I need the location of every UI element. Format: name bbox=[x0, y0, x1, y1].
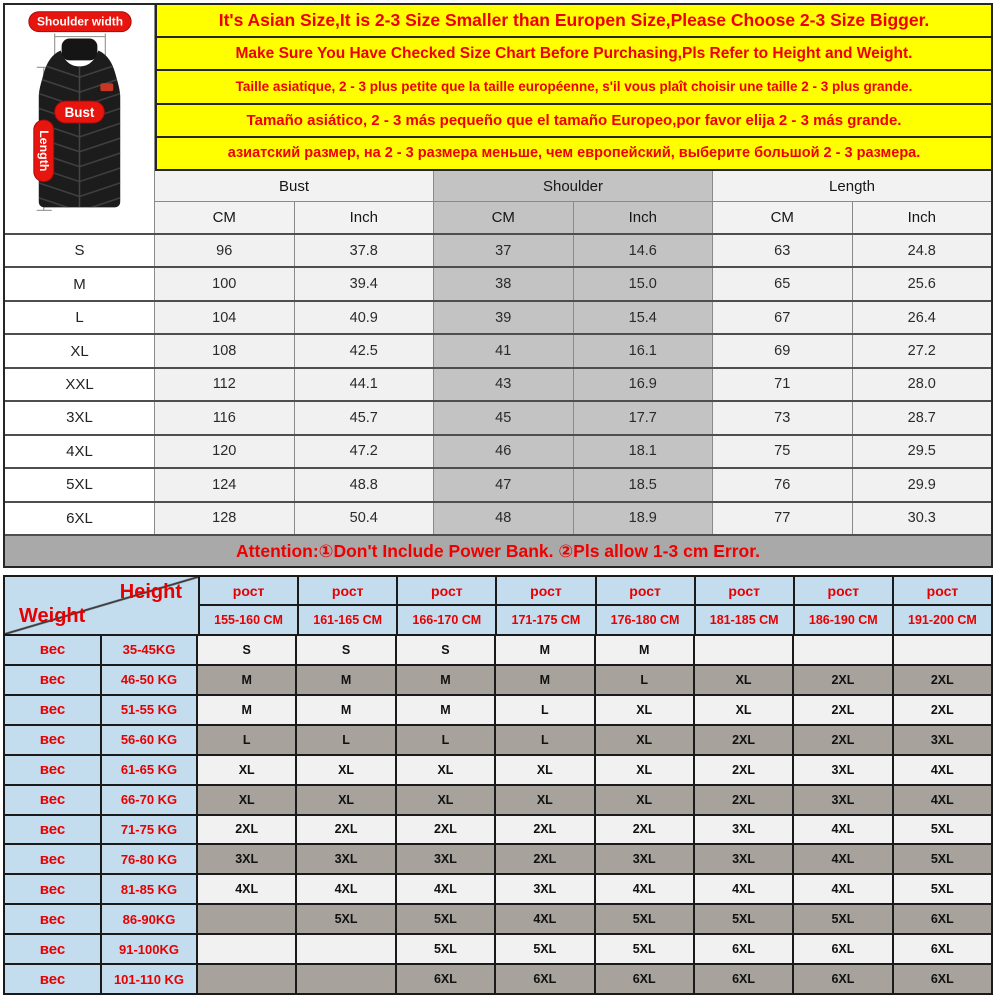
height-range: 155-160 CM bbox=[200, 606, 297, 634]
weight-range: 71-75 KG bbox=[102, 816, 198, 844]
size-cell: 43 bbox=[434, 369, 574, 400]
fit-cell: 5XL bbox=[695, 905, 794, 933]
height-range: 176-180 CM bbox=[597, 606, 694, 634]
fit-cell: S bbox=[297, 636, 396, 664]
fit-cell: L bbox=[297, 726, 396, 754]
size-cell: 30.3 bbox=[853, 503, 992, 534]
bust-text: Bust bbox=[64, 105, 95, 121]
unit-header: CM bbox=[713, 202, 853, 233]
fit-cell: 2XL bbox=[496, 845, 595, 873]
fit-row bbox=[5, 903, 991, 933]
size-label: L bbox=[5, 302, 155, 333]
fit-cell: 4XL bbox=[695, 875, 794, 903]
size-cell: 112 bbox=[155, 369, 295, 400]
column-group-header-row bbox=[155, 171, 991, 202]
size-cell: 15.4 bbox=[574, 302, 714, 333]
size-cell: 48 bbox=[434, 503, 574, 534]
fit-cell: 2XL bbox=[794, 696, 893, 724]
height-header-ru: рост bbox=[795, 577, 892, 606]
size-table-body bbox=[5, 233, 991, 534]
weight-header-ru: вес bbox=[5, 875, 102, 903]
fit-cell: XL bbox=[397, 756, 496, 784]
height-column bbox=[398, 577, 497, 634]
size-cell: 50.4 bbox=[295, 503, 435, 534]
height-header-ru: рост bbox=[597, 577, 694, 606]
fit-cell: 3XL bbox=[894, 726, 991, 754]
height-weight-table-block bbox=[3, 575, 993, 995]
size-label: 3XL bbox=[5, 402, 155, 433]
size-cell: 63 bbox=[713, 235, 853, 266]
size-row-s bbox=[5, 233, 991, 266]
size-cell: 45.7 bbox=[295, 402, 435, 433]
size-cell: 128 bbox=[155, 503, 295, 534]
unit-header: Inch bbox=[295, 202, 435, 233]
size-cell: 18.1 bbox=[574, 436, 714, 467]
fit-cell: 6XL bbox=[894, 935, 991, 963]
fit-cell: 2XL bbox=[198, 816, 297, 844]
fit-cell: 4XL bbox=[496, 905, 595, 933]
fit-row bbox=[5, 754, 991, 784]
fit-cell: 4XL bbox=[794, 816, 893, 844]
size-cell: 41 bbox=[434, 335, 574, 366]
size-row-xl bbox=[5, 333, 991, 366]
length-badge bbox=[34, 120, 54, 182]
fit-cell bbox=[894, 636, 991, 664]
fit-cell: 5XL bbox=[596, 905, 695, 933]
height-column bbox=[894, 577, 991, 634]
size-cell: 69 bbox=[713, 335, 853, 366]
size-cell: 16.9 bbox=[574, 369, 714, 400]
size-row-xxl bbox=[5, 367, 991, 400]
weight-header-ru: вес bbox=[5, 935, 102, 963]
size-row-5xl bbox=[5, 467, 991, 500]
fit-cell: 5XL bbox=[596, 935, 695, 963]
fit-cell: XL bbox=[695, 696, 794, 724]
size-chart-top bbox=[5, 5, 991, 233]
notice-banner-es: Tamaño asiático, 2 - 3 más pequeño que el tamaño Europeo,por favor elija 2 - 3 más grande. bbox=[157, 105, 991, 138]
size-cell: 38 bbox=[434, 268, 574, 299]
size-cell: 116 bbox=[155, 402, 295, 433]
weight-header-ru: вес bbox=[5, 905, 102, 933]
fit-cell: 6XL bbox=[596, 965, 695, 993]
fit-table-header bbox=[5, 577, 991, 634]
vest-collar bbox=[62, 39, 98, 61]
fit-cell: L bbox=[496, 696, 595, 724]
size-cell: 27.2 bbox=[853, 335, 992, 366]
col-group-shoulder: Shoulder bbox=[434, 171, 713, 202]
height-axis-label: Height bbox=[119, 581, 182, 603]
notice-banner-ru: азиатский размер, на 2 - 3 размера меньше, чем европейский, выберите большой 2 - 3 размера. bbox=[157, 138, 991, 171]
fit-cell: M bbox=[297, 666, 396, 694]
weight-range: 66-70 KG bbox=[102, 786, 198, 814]
height-range: 171-175 CM bbox=[497, 606, 594, 634]
size-cell: 77 bbox=[713, 503, 853, 534]
fit-row bbox=[5, 814, 991, 844]
fit-cell: XL bbox=[596, 696, 695, 724]
fit-cell: XL bbox=[297, 786, 396, 814]
fit-cell: 3XL bbox=[397, 845, 496, 873]
size-cell: 29.9 bbox=[853, 469, 992, 500]
fit-row bbox=[5, 873, 991, 903]
shoulder-width-text: Shoulder width bbox=[37, 14, 123, 29]
height-header-ru: рост bbox=[894, 577, 991, 606]
height-range: 186-190 CM bbox=[795, 606, 892, 634]
size-row-4xl bbox=[5, 434, 991, 467]
fit-cell: 4XL bbox=[894, 756, 991, 784]
fit-cell: XL bbox=[496, 756, 595, 784]
fit-cell: 4XL bbox=[297, 875, 396, 903]
notice-banner-en-2: Make Sure You Have Checked Size Chart Before Purchasing,Pls Refer to Height and Weight. bbox=[157, 38, 991, 71]
fit-cell: 2XL bbox=[894, 666, 991, 694]
fit-cell: XL bbox=[397, 786, 496, 814]
height-header-ru: рост bbox=[200, 577, 297, 606]
height-column bbox=[299, 577, 398, 634]
weight-header-ru: вес bbox=[5, 816, 102, 844]
fit-cell: L bbox=[596, 666, 695, 694]
fit-cell bbox=[794, 636, 893, 664]
weight-header-ru: вес bbox=[5, 965, 102, 993]
fit-cell: M bbox=[596, 636, 695, 664]
fit-cell bbox=[198, 905, 297, 933]
height-weight-corner bbox=[5, 577, 200, 634]
fit-cell: 6XL bbox=[695, 935, 794, 963]
fit-cell: XL bbox=[596, 756, 695, 784]
fit-cell: 5XL bbox=[894, 875, 991, 903]
size-cell: 100 bbox=[155, 268, 295, 299]
fit-cell bbox=[297, 965, 396, 993]
fit-cell: 6XL bbox=[794, 935, 893, 963]
shoulder-width-badge bbox=[29, 12, 131, 32]
height-column bbox=[795, 577, 894, 634]
fit-cell: 2XL bbox=[397, 816, 496, 844]
weight-range: 81-85 KG bbox=[102, 875, 198, 903]
fit-cell: XL bbox=[198, 756, 297, 784]
height-range: 166-170 CM bbox=[398, 606, 495, 634]
notice-banner-fr: Taille asiatique, 2 - 3 plus petite que la taille européenne, s'il vous plaît choisir une taille 2 - 3 plus grande. bbox=[157, 71, 991, 104]
fit-cell: 5XL bbox=[297, 905, 396, 933]
fit-cell: 3XL bbox=[794, 756, 893, 784]
height-header-ru: рост bbox=[398, 577, 495, 606]
size-label: S bbox=[5, 235, 155, 266]
fit-row bbox=[5, 933, 991, 963]
fit-row bbox=[5, 843, 991, 873]
unit-header: CM bbox=[434, 202, 574, 233]
fit-cell bbox=[695, 636, 794, 664]
size-cell: 39 bbox=[434, 302, 574, 333]
size-cell: 47.2 bbox=[295, 436, 435, 467]
size-cell: 28.0 bbox=[853, 369, 992, 400]
fit-cell: 3XL bbox=[297, 845, 396, 873]
size-label: M bbox=[5, 268, 155, 299]
size-cell: 18.5 bbox=[574, 469, 714, 500]
fit-cell: 5XL bbox=[397, 935, 496, 963]
fit-cell: 6XL bbox=[894, 905, 991, 933]
size-cell: 108 bbox=[155, 335, 295, 366]
size-label: XL bbox=[5, 335, 155, 366]
size-cell: 124 bbox=[155, 469, 295, 500]
attention-note: Attention:①Don't Include Power Bank. ②Pls allow 1-3 cm Error. bbox=[5, 534, 991, 566]
fit-row bbox=[5, 634, 991, 664]
fit-cell bbox=[297, 935, 396, 963]
fit-cell: L bbox=[496, 726, 595, 754]
unit-header: Inch bbox=[574, 202, 714, 233]
size-row-m bbox=[5, 266, 991, 299]
size-row-6xl bbox=[5, 501, 991, 534]
product-image-cell bbox=[5, 5, 155, 233]
fit-row bbox=[5, 784, 991, 814]
fit-cell: 3XL bbox=[695, 816, 794, 844]
fit-cell: 2XL bbox=[794, 666, 893, 694]
fit-cell: 5XL bbox=[397, 905, 496, 933]
size-cell: 96 bbox=[155, 235, 295, 266]
size-cell: 40.9 bbox=[295, 302, 435, 333]
height-header-ru: рост bbox=[299, 577, 396, 606]
height-column bbox=[497, 577, 596, 634]
size-cell: 76 bbox=[713, 469, 853, 500]
size-cell: 65 bbox=[713, 268, 853, 299]
fit-cell bbox=[198, 935, 297, 963]
size-cell: 25.6 bbox=[853, 268, 992, 299]
fit-row bbox=[5, 664, 991, 694]
fit-cell: M bbox=[496, 666, 595, 694]
weight-header-ru: вес bbox=[5, 636, 102, 664]
fit-cell: XL bbox=[297, 756, 396, 784]
fit-cell: S bbox=[198, 636, 297, 664]
fit-cell: 2XL bbox=[695, 786, 794, 814]
size-label: 4XL bbox=[5, 436, 155, 467]
fit-cell: 3XL bbox=[198, 845, 297, 873]
fit-cell: 2XL bbox=[794, 726, 893, 754]
col-group-bust: Bust bbox=[155, 171, 434, 202]
weight-header-ru: вес bbox=[5, 666, 102, 694]
fit-cell: M bbox=[397, 696, 496, 724]
fit-cell: 3XL bbox=[596, 845, 695, 873]
size-cell: 16.1 bbox=[574, 335, 714, 366]
size-cell: 44.1 bbox=[295, 369, 435, 400]
fit-row bbox=[5, 694, 991, 724]
height-header-ru: рост bbox=[497, 577, 594, 606]
fit-cell: 6XL bbox=[397, 965, 496, 993]
height-range: 191-200 CM bbox=[894, 606, 991, 634]
fit-cell: 4XL bbox=[894, 786, 991, 814]
weight-header-ru: вес bbox=[5, 696, 102, 724]
fit-cell: 4XL bbox=[397, 875, 496, 903]
size-cell: 104 bbox=[155, 302, 295, 333]
weight-range: 76-80 KG bbox=[102, 845, 198, 873]
size-cell: 73 bbox=[713, 402, 853, 433]
size-cell: 75 bbox=[713, 436, 853, 467]
size-cell: 18.9 bbox=[574, 503, 714, 534]
vest-image bbox=[5, 5, 154, 233]
fit-cell: 2XL bbox=[596, 816, 695, 844]
fit-cell: 4XL bbox=[794, 875, 893, 903]
size-cell: 37 bbox=[434, 235, 574, 266]
fit-cell: XL bbox=[596, 726, 695, 754]
size-cell: 71 bbox=[713, 369, 853, 400]
weight-header-ru: вес bbox=[5, 726, 102, 754]
length-text: Length bbox=[36, 130, 51, 172]
size-label: 5XL bbox=[5, 469, 155, 500]
size-label: XXL bbox=[5, 369, 155, 400]
weight-range: 86-90KG bbox=[102, 905, 198, 933]
size-cell: 39.4 bbox=[295, 268, 435, 299]
size-chart-block bbox=[3, 3, 993, 568]
unit-header: CM bbox=[155, 202, 295, 233]
fit-table-body bbox=[5, 634, 991, 993]
fit-cell: 2XL bbox=[695, 756, 794, 784]
size-cell: 46 bbox=[434, 436, 574, 467]
fit-cell: 5XL bbox=[496, 935, 595, 963]
fit-cell bbox=[198, 965, 297, 993]
size-label: 6XL bbox=[5, 503, 155, 534]
fit-cell: XL bbox=[198, 786, 297, 814]
size-cell: 67 bbox=[713, 302, 853, 333]
weight-header-ru: вес bbox=[5, 845, 102, 873]
fit-cell: 3XL bbox=[794, 786, 893, 814]
height-column bbox=[200, 577, 299, 634]
fit-cell: 2XL bbox=[695, 726, 794, 754]
fit-cell: XL bbox=[695, 666, 794, 694]
size-cell: 48.8 bbox=[295, 469, 435, 500]
fit-cell: 2XL bbox=[297, 816, 396, 844]
fit-cell: M bbox=[496, 636, 595, 664]
fit-row bbox=[5, 724, 991, 754]
fit-cell: 6XL bbox=[794, 965, 893, 993]
size-cell: 14.6 bbox=[574, 235, 714, 266]
size-cell: 29.5 bbox=[853, 436, 992, 467]
fit-cell: 2XL bbox=[496, 816, 595, 844]
fit-cell: 4XL bbox=[794, 845, 893, 873]
weight-range: 35-45KG bbox=[102, 636, 198, 664]
weight-range: 51-55 KG bbox=[102, 696, 198, 724]
size-cell: 47 bbox=[434, 469, 574, 500]
height-range: 161-165 CM bbox=[299, 606, 396, 634]
unit-header-row bbox=[155, 202, 991, 233]
fit-cell: M bbox=[198, 666, 297, 694]
size-cell: 45 bbox=[434, 402, 574, 433]
size-cell: 120 bbox=[155, 436, 295, 467]
size-cell: 42.5 bbox=[295, 335, 435, 366]
size-row-3xl bbox=[5, 400, 991, 433]
fit-cell: XL bbox=[496, 786, 595, 814]
fit-cell: 2XL bbox=[894, 696, 991, 724]
fit-cell: XL bbox=[596, 786, 695, 814]
unit-header: Inch bbox=[853, 202, 992, 233]
weight-range: 46-50 KG bbox=[102, 666, 198, 694]
fit-cell: M bbox=[297, 696, 396, 724]
weight-range: 101-110 KG bbox=[102, 965, 198, 993]
notice-banners bbox=[155, 5, 991, 171]
weight-range: 91-100KG bbox=[102, 935, 198, 963]
fit-cell: S bbox=[397, 636, 496, 664]
size-cell: 37.8 bbox=[295, 235, 435, 266]
height-header-ru: рост bbox=[696, 577, 793, 606]
fit-cell: M bbox=[198, 696, 297, 724]
size-row-l bbox=[5, 300, 991, 333]
fit-cell: L bbox=[397, 726, 496, 754]
height-column bbox=[597, 577, 696, 634]
notice-banner-en-1: It's Asian Size,It is 2-3 Size Smaller than Europen Size,Please Choose 2-3 Size Bigger. bbox=[157, 5, 991, 38]
bust-badge bbox=[55, 101, 105, 123]
fit-cell: 3XL bbox=[496, 875, 595, 903]
size-cell: 24.8 bbox=[853, 235, 992, 266]
weight-header-ru: вес bbox=[5, 786, 102, 814]
weight-header-ru: вес bbox=[5, 756, 102, 784]
weight-range: 56-60 KG bbox=[102, 726, 198, 754]
fit-cell: 5XL bbox=[894, 845, 991, 873]
fit-cell: M bbox=[397, 666, 496, 694]
fit-cell: 6XL bbox=[894, 965, 991, 993]
size-cell: 26.4 bbox=[853, 302, 992, 333]
weight-axis-label: Weight bbox=[19, 605, 86, 627]
height-range: 181-185 CM bbox=[696, 606, 793, 634]
fit-cell: 5XL bbox=[794, 905, 893, 933]
vest-heat-patch bbox=[100, 83, 113, 91]
fit-cell: 4XL bbox=[596, 875, 695, 903]
banners-and-header bbox=[155, 5, 991, 233]
weight-range: 61-65 KG bbox=[102, 756, 198, 784]
size-cell: 28.7 bbox=[853, 402, 992, 433]
height-column bbox=[696, 577, 795, 634]
fit-cell: 6XL bbox=[496, 965, 595, 993]
fit-cell: 3XL bbox=[695, 845, 794, 873]
fit-cell: L bbox=[198, 726, 297, 754]
size-cell: 15.0 bbox=[574, 268, 714, 299]
fit-row bbox=[5, 963, 991, 993]
fit-cell: 5XL bbox=[894, 816, 991, 844]
fit-cell: 4XL bbox=[198, 875, 297, 903]
fit-cell: 6XL bbox=[695, 965, 794, 993]
col-group-length: Length bbox=[713, 171, 991, 202]
size-cell: 17.7 bbox=[574, 402, 714, 433]
